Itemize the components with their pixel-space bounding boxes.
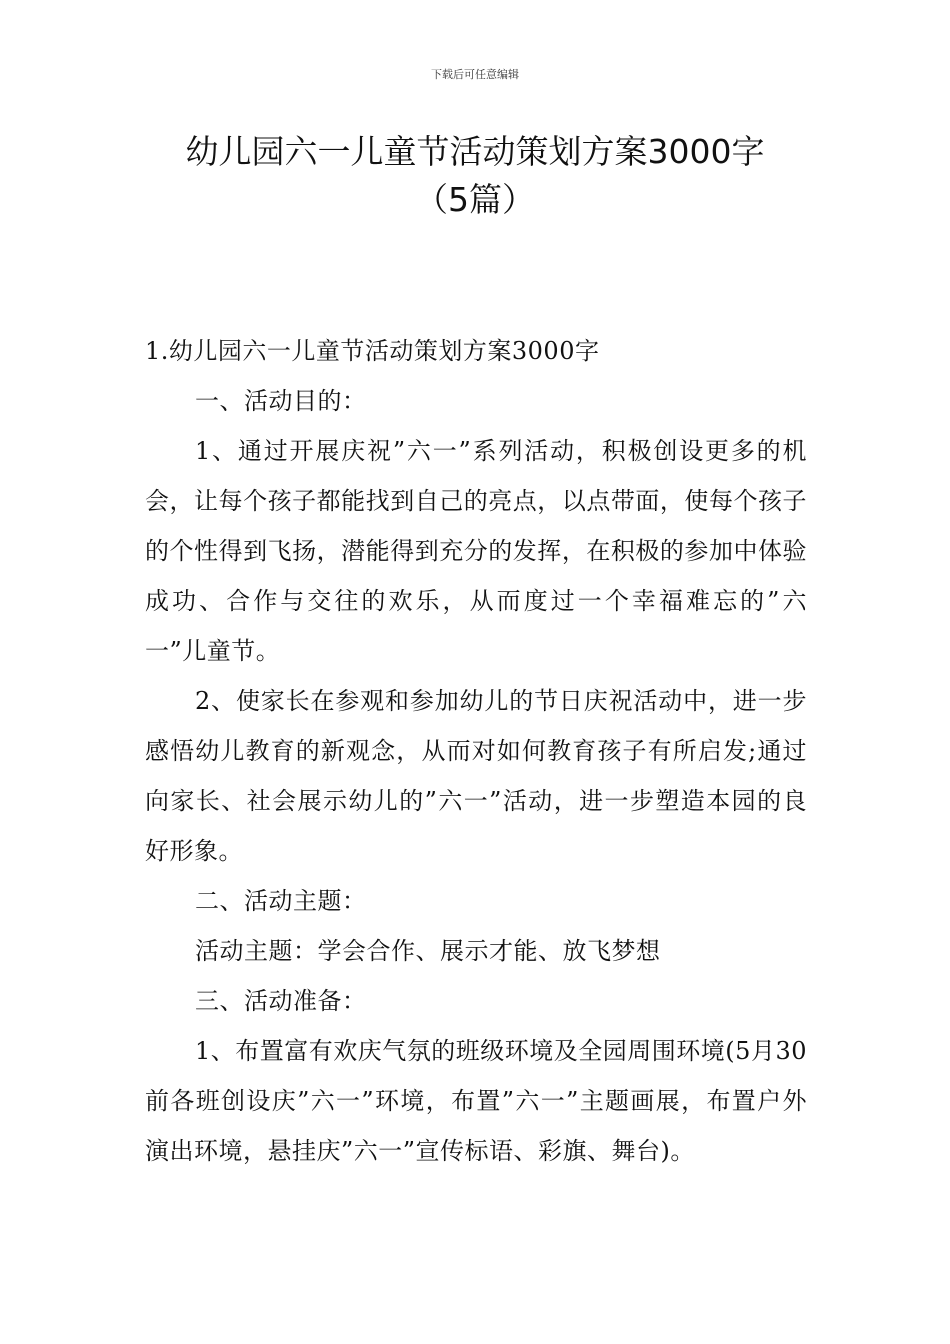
paragraph-preparation-1: 1、布置富有欢庆气氛的班级环境及全园周围环境(5月30前各班创设庆”六一”环境，布置”六一”主题画展，布置户外演出环境，悬挂庆”六一”宣传标语、彩旗、舞台)。 bbox=[145, 1037, 807, 1165]
title-line-1: 幼儿园六一儿童节活动策划方案3000字 bbox=[185, 132, 765, 171]
paragraph-theme: 活动主题：学会合作、展示才能、放飞梦想 bbox=[195, 937, 661, 965]
heading-activity-preparation: 三、活动准备： bbox=[195, 987, 367, 1015]
heading-activity-purpose: 一、活动目的： bbox=[195, 387, 367, 415]
heading-activity-theme: 二、活动主题： bbox=[195, 887, 367, 915]
paragraph-purpose-2: 2、使家长在参观和参加幼儿的节日庆祝活动中，进一步感悟幼儿教育的新观念，从而对如何教育孩子有所启发;通过向家长、社会展示幼儿的”六一”活动，进一步塑造本园的良好形象。 bbox=[145, 687, 807, 865]
section-title: 1.幼儿园六一儿童节活动策划方案3000字 bbox=[145, 337, 600, 365]
document-body bbox=[145, 326, 807, 1176]
document-title bbox=[145, 128, 805, 224]
paragraph-purpose-1: 1、通过开展庆祝”六一”系列活动，积极创设更多的机会，让每个孩子都能找到自己的亮点，以点带面，使每个孩子的个性得到飞扬，潜能得到充分的发挥，在积极的参加中体验成功、合作与交往的欢乐，从而度过一个幸福难忘的”六一”儿童节。 bbox=[145, 437, 807, 665]
title-line-2: （5篇） bbox=[415, 180, 535, 219]
header-note: 下载后可任意编辑 bbox=[431, 68, 519, 81]
